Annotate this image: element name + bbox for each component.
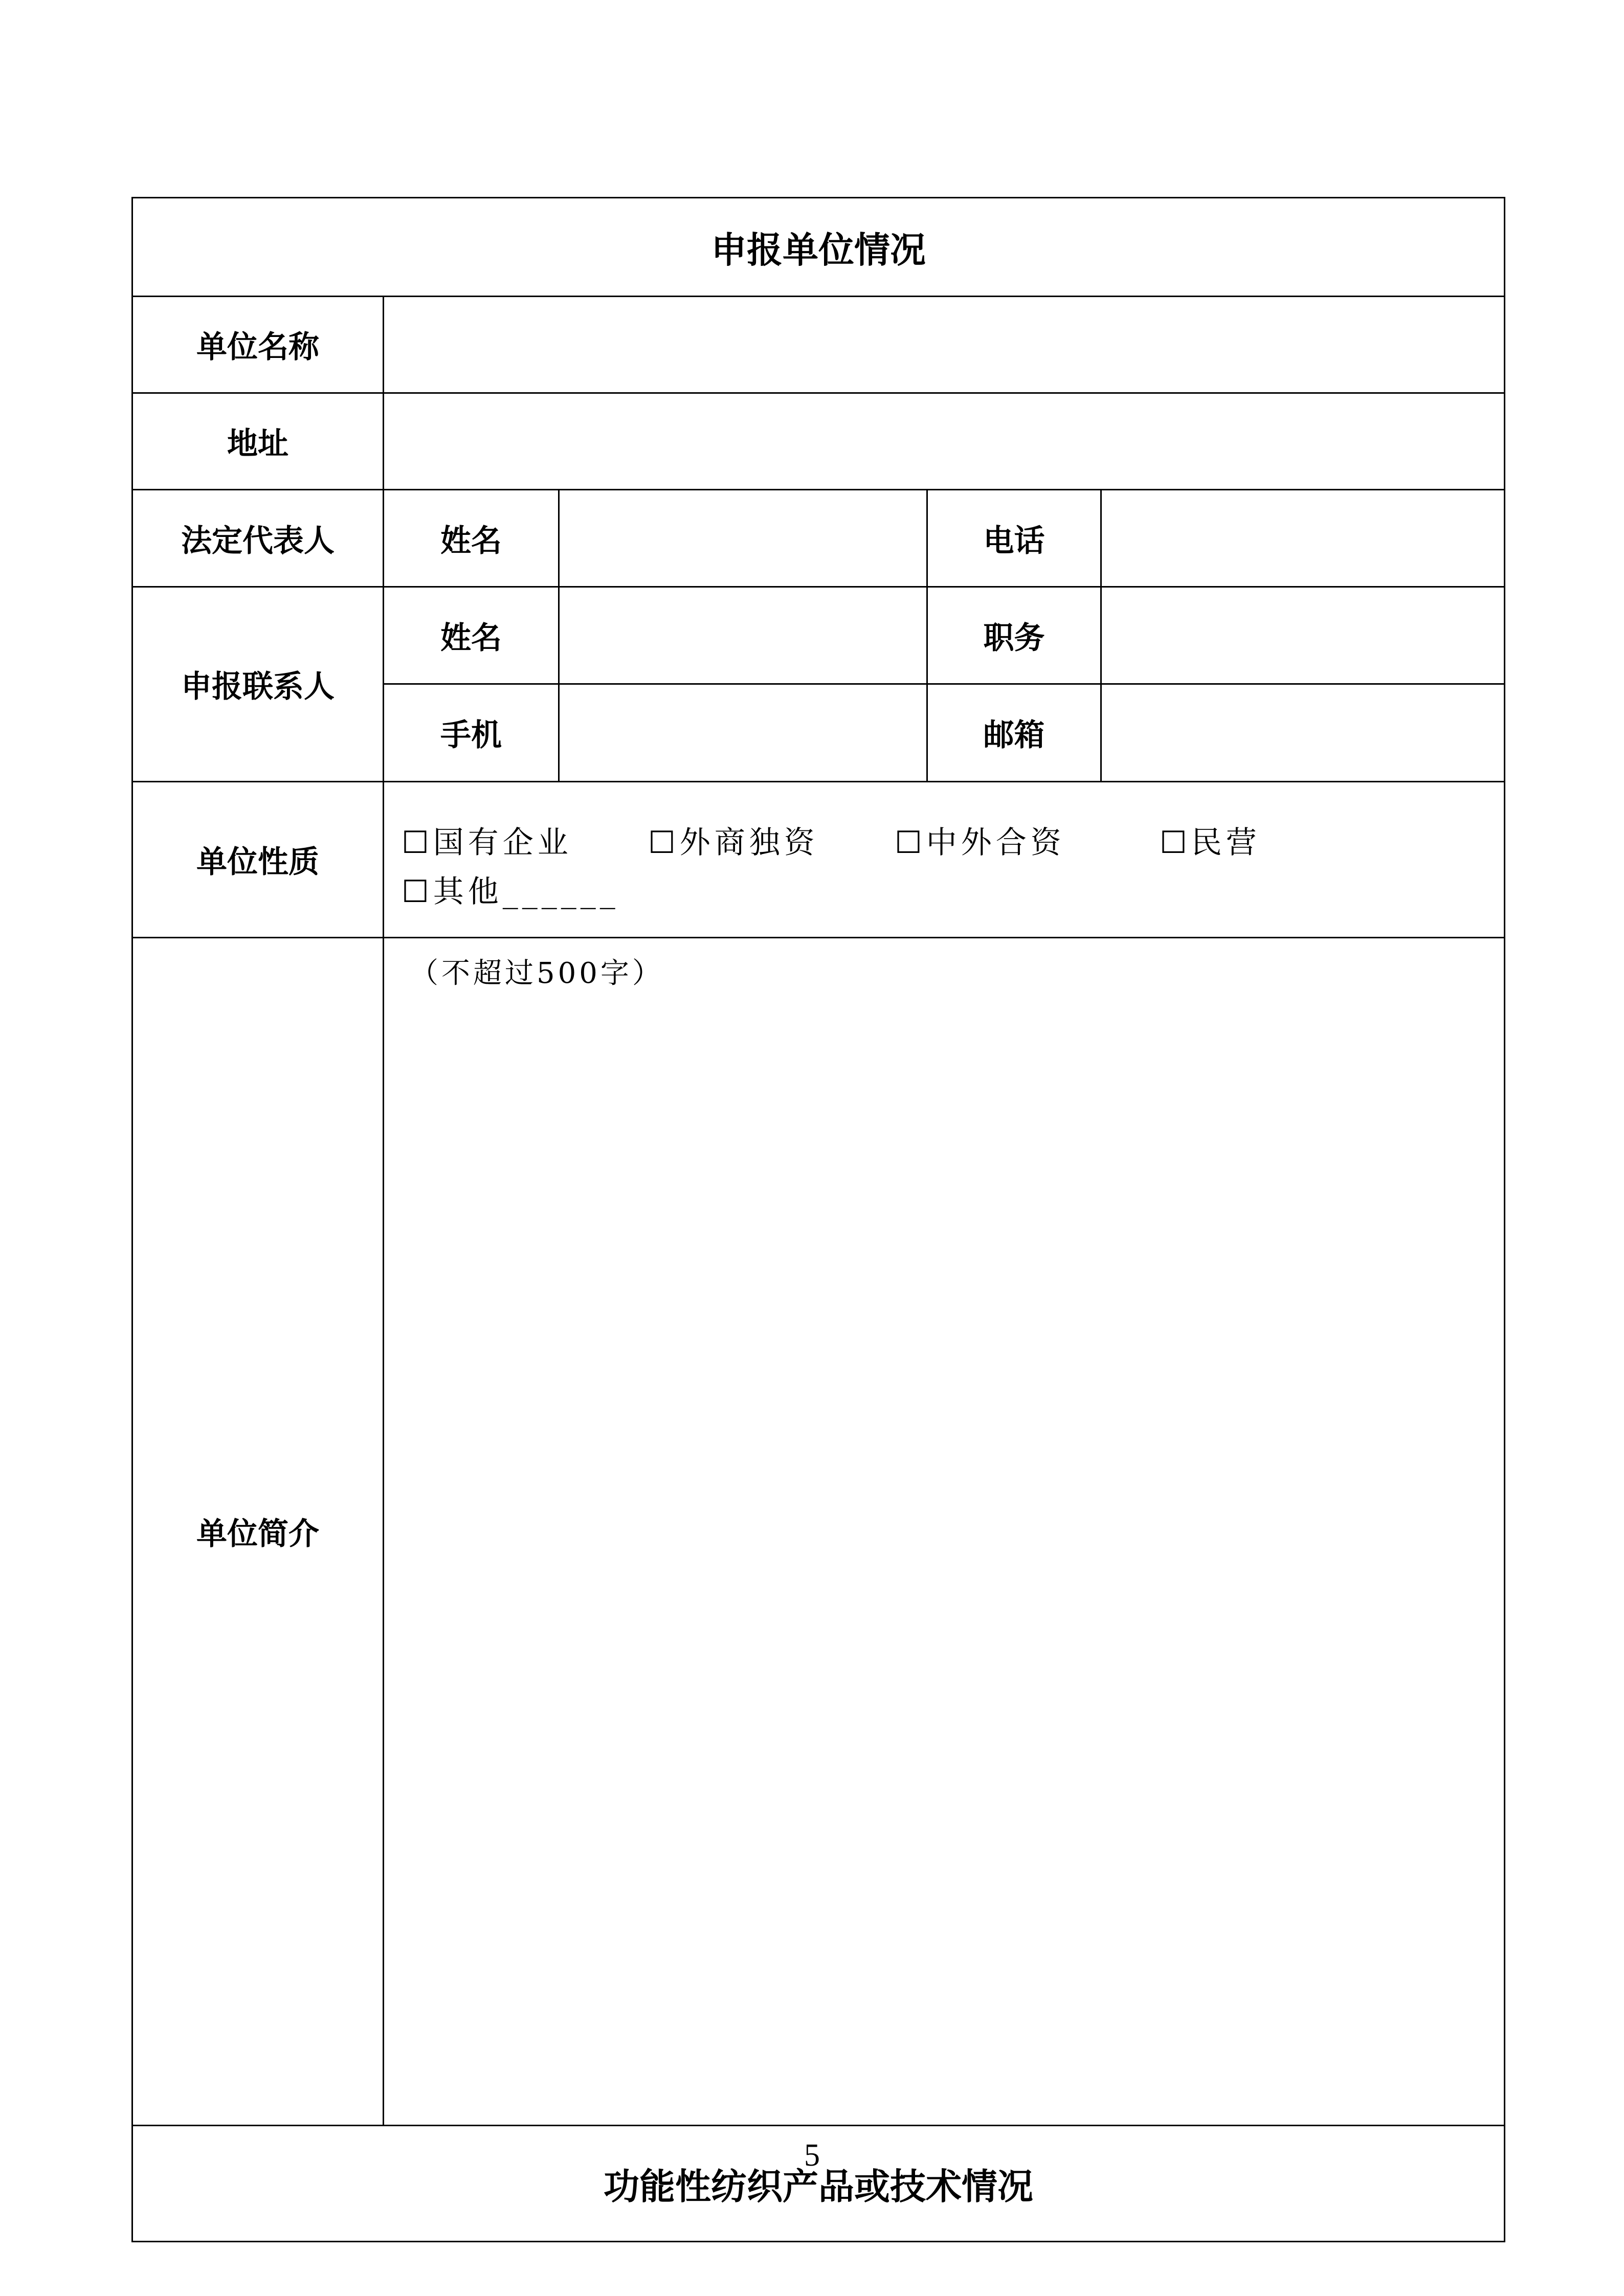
unit-nature-options [384, 782, 1505, 938]
contact-mobile-field[interactable] [559, 684, 927, 782]
option-private[interactable]: ☐民营 [1160, 825, 1261, 861]
option-joint-venture[interactable]: ☐中外合资 [895, 825, 1065, 861]
unit-nature-label: 单位性质 [132, 782, 384, 938]
contact-email-label: 邮箱 [927, 684, 1101, 782]
legal-rep-name-field[interactable] [559, 490, 927, 587]
legal-rep-phone-label: 电话 [927, 490, 1101, 587]
section-title-product: 功能性纺织产品或技术情况 [132, 2126, 1505, 2242]
legal-rep-name-label: 姓名 [384, 490, 559, 587]
legal-rep-label: 法定代表人 [132, 490, 384, 587]
unit-intro-label: 单位简介 [132, 938, 384, 2126]
section-title-applicant: 申报单位情况 [132, 198, 1505, 297]
legal-rep-phone-field[interactable] [1101, 490, 1505, 587]
address-label: 地址 [132, 393, 384, 490]
contact-name-label: 姓名 [384, 587, 559, 684]
contact-position-label: 职务 [927, 587, 1101, 684]
unit-intro-field[interactable] [384, 938, 1505, 2126]
application-form-table [131, 197, 1505, 2242]
option-other[interactable]: ☐其他______ [402, 874, 619, 910]
address-field[interactable] [384, 393, 1505, 490]
contact-mobile-label: 手机 [384, 684, 559, 782]
option-state-owned[interactable]: ☐国有企业 [402, 825, 572, 861]
unit-name-field[interactable] [384, 297, 1505, 393]
option-wholly-foreign[interactable]: ☐外商独资 [648, 825, 819, 861]
contact-position-field[interactable] [1101, 587, 1505, 684]
unit-name-label: 单位名称 [132, 297, 384, 393]
contact-email-field[interactable] [1101, 684, 1505, 782]
unit-intro-note: （不超过500字） [410, 957, 664, 990]
contact-label: 申报联系人 [132, 587, 384, 782]
page-number: 5 [804, 2138, 820, 2173]
contact-name-field[interactable] [559, 587, 927, 684]
